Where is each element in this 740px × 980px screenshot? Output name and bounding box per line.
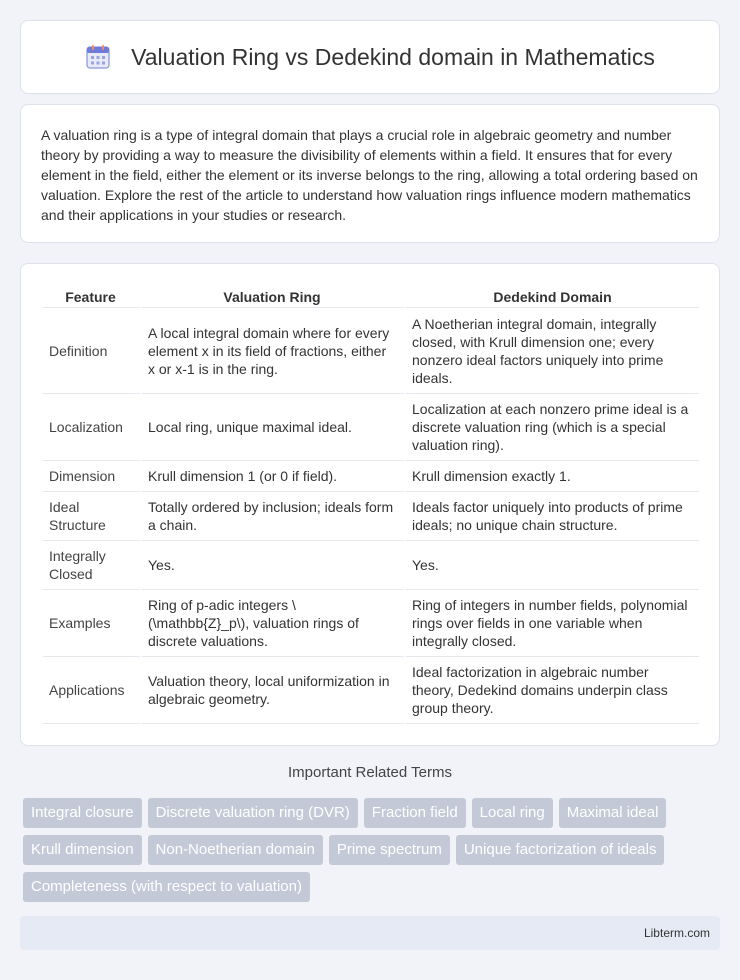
table-row	[43, 461, 699, 492]
table-header-row	[43, 284, 699, 308]
related-term-tag[interactable]: Discrete valuation ring (DVR)	[148, 798, 358, 828]
related-term-tag[interactable]: Completeness (with respect to valuation)	[23, 872, 310, 902]
header-card	[20, 20, 720, 94]
table-row	[43, 492, 699, 541]
cell-valuation: Yes.	[142, 541, 406, 590]
cell-valuation: Local ring, unique maximal ideal.	[142, 394, 406, 461]
cell-feature: Ideal Structure	[43, 492, 142, 541]
cell-dedekind: Ring of integers in number fields, polynomial rings over fields in one variable when integrally closed.	[406, 590, 699, 657]
intro-paragraph: A valuation ring is a type of integral domain that plays a crucial role in algebraic geometry and number theory by providing a way to measure the divisibility of elements within a field. It ensures that for every element in the field, either the element or its inverse belongs to the ring, allowing a total ordering based on valuation. Explore the rest of the article to understand how valuation rings influence modern mathematics and their applications in your studies or research.	[41, 127, 698, 223]
related-term-tag[interactable]: Prime spectrum	[329, 835, 450, 865]
table-row	[43, 590, 699, 657]
cell-feature: Dimension	[43, 461, 142, 492]
related-term-tag[interactable]: Integral closure	[23, 798, 142, 828]
related-term-tag[interactable]: Local ring	[472, 798, 553, 828]
cell-feature: Definition	[43, 308, 142, 394]
cell-feature: Applications	[43, 657, 142, 724]
related-term-tag[interactable]: Krull dimension	[23, 835, 142, 865]
cell-dedekind: Krull dimension exactly 1.	[406, 461, 699, 492]
cell-valuation: Krull dimension 1 (or 0 if field).	[142, 461, 406, 492]
related-term-tag[interactable]: Unique factorization of ideals	[456, 835, 665, 865]
cell-dedekind: Ideals factor uniquely into products of prime ideals; no unique chain structure.	[406, 492, 699, 541]
cell-valuation: Valuation theory, local uniformization in algebraic geometry.	[142, 657, 406, 724]
related-terms-title: Important Related Terms	[288, 764, 452, 781]
comparison-table	[43, 284, 699, 724]
related-term-tag[interactable]: Non-Noetherian domain	[148, 835, 323, 865]
table-row	[43, 657, 699, 724]
table-row	[43, 308, 699, 394]
page-title: Valuation Ring vs Dedekind domain in Mathematics	[131, 43, 655, 70]
cell-feature: Examples	[43, 590, 142, 657]
cell-valuation: Totally ordered by inclusion; ideals form a chain.	[142, 492, 406, 541]
comparison-table-card	[20, 263, 720, 746]
intro-card	[20, 104, 720, 243]
table-row	[43, 541, 699, 590]
cell-dedekind: A Noetherian integral domain, integrally closed, with Krull dimension one; every nonzero ideal factors uniquely into prime ideals.	[406, 308, 699, 394]
related-terms-list	[23, 798, 723, 909]
cell-feature: Integrally Closed	[43, 541, 142, 590]
table-row	[43, 394, 699, 461]
cell-valuation: A local integral domain where for every element x in its field of fractions, either x or x-1 is in the ring.	[142, 308, 406, 394]
calendar-icon	[85, 44, 111, 70]
cell-dedekind: Localization at each nonzero prime ideal is a discrete valuation ring (which is a special valuation ring).	[406, 394, 699, 461]
footer	[20, 916, 720, 950]
cell-dedekind: Ideal factorization in algebraic number theory, Dedekind domains underpin class group theory.	[406, 657, 699, 724]
cell-dedekind: Yes.	[406, 541, 699, 590]
related-term-tag[interactable]: Maximal ideal	[559, 798, 667, 828]
footer-brand-link[interactable]: Libterm.com	[643, 926, 710, 940]
header-valuation-ring: Valuation Ring	[142, 284, 406, 308]
cell-valuation: Ring of p-adic integers \(\mathbb{Z}_p\), valuation rings of discrete valuations.	[142, 590, 406, 657]
related-term-tag[interactable]: Fraction field	[364, 798, 466, 828]
header-dedekind-domain: Dedekind Domain	[406, 284, 699, 308]
cell-feature: Localization	[43, 394, 142, 461]
header-feature: Feature	[43, 284, 142, 308]
